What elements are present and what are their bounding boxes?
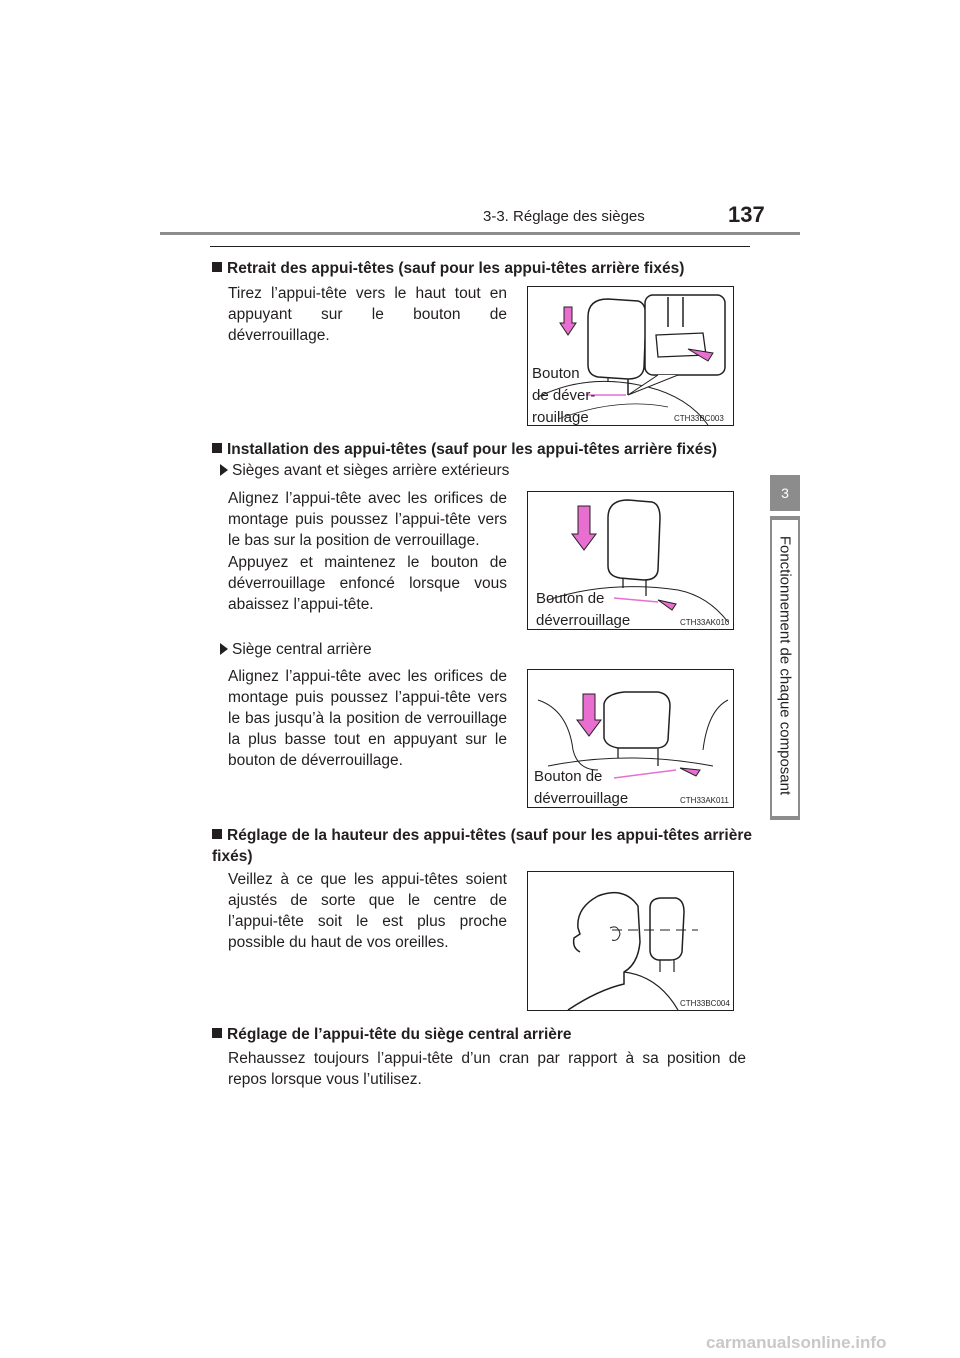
heading-square-icon bbox=[212, 262, 222, 272]
installation-front-text-2: Appuyez et maintenez le bouton de déverrouillage enfoncé lorsque vous abaissez l’appui-tête. bbox=[228, 554, 507, 613]
figure-code: CTH33AK010 bbox=[680, 618, 730, 627]
label-line: déverrouillage bbox=[536, 612, 631, 629]
heading-square-icon bbox=[212, 443, 222, 453]
page-number: 137 bbox=[728, 202, 765, 227]
figure-code: CTH33AK011 bbox=[680, 796, 729, 805]
heading-center-rear bbox=[212, 1024, 752, 1045]
bullet-front-seats bbox=[220, 462, 509, 480]
heading-square-icon bbox=[212, 829, 222, 839]
label-line: de déver- bbox=[532, 387, 596, 404]
heading-installation-text: Installation des appui-têtes (sauf pour les appui-têtes arrière fixés) bbox=[227, 441, 718, 458]
label-line: Bouton bbox=[532, 365, 580, 382]
content-divider bbox=[210, 246, 750, 247]
bullet-rear-center bbox=[220, 641, 372, 659]
figure-installation-front bbox=[527, 491, 734, 630]
height-text: Veillez à ce que les appui-têtes soient ajustés de sorte que le centre de l’appui-tête soit le est plus proche possible du haut de vos oreilles. bbox=[228, 871, 507, 951]
bullet-triangle-icon bbox=[220, 464, 228, 476]
figure-code: CTH33BC003 bbox=[674, 414, 724, 423]
bullet-text: Siège central arrière bbox=[232, 641, 372, 658]
heading-height-text: Réglage de la hauteur des appui-têtes (sauf pour les appui-têtes arrière fixés) bbox=[212, 827, 752, 865]
bullet-text: Sièges avant et sièges arrière extérieurs bbox=[232, 462, 510, 479]
figure-removal-label bbox=[532, 363, 595, 426]
label-line: Bouton de bbox=[534, 768, 603, 785]
figure-removal bbox=[527, 286, 734, 426]
figure-height bbox=[527, 871, 734, 1011]
head-position-illustration bbox=[528, 872, 733, 1010]
chapter-tab: 3 bbox=[770, 475, 800, 511]
heading-removal bbox=[212, 258, 752, 279]
heading-removal-text: Retrait des appui-têtes (sauf pour les appui-têtes arrière fixés) bbox=[227, 260, 685, 277]
figure-center-label bbox=[534, 766, 628, 808]
removal-text: Tirez l’appui-tête vers le haut tout en appuyant sur le bouton de déverrouillage. bbox=[228, 285, 507, 344]
bullet-triangle-icon bbox=[220, 643, 228, 655]
heading-square-icon bbox=[212, 1028, 222, 1038]
header-divider bbox=[160, 232, 800, 235]
heading-center-rear-text: Réglage de l’appui-tête du siège central arrière bbox=[227, 1026, 572, 1043]
installation-front-text: Alignez l’appui-tête avec les orifices de montage puis poussez l’appui-tête vers le bas sur la position de verrouillage. bbox=[228, 490, 507, 549]
center-rear-text: Rehaussez toujours l’appui-tête d’un cran par rapport à sa position de repos lorsque vous l’utilisez. bbox=[228, 1050, 746, 1088]
watermark: carmanualsonline.info bbox=[706, 1333, 887, 1352]
section-title: 3-3. Réglage des sièges bbox=[483, 208, 645, 225]
label-line: rouillage bbox=[532, 409, 589, 426]
figure-front-label bbox=[536, 588, 630, 630]
figure-code: CTH33BC004 bbox=[680, 999, 730, 1008]
chapter-title: Fonctionnement de chaque composant bbox=[776, 535, 794, 796]
heading-height bbox=[212, 825, 752, 867]
heading-installation bbox=[212, 439, 752, 460]
installation-center-text: Alignez l’appui-tête avec les orifices de montage puis poussez l’appui-tête vers le bas jusqu’à la position de verrouillage la plus basse tout en appuyant sur le bouton de déverrouillage. bbox=[228, 668, 507, 769]
label-line: déverrouillage bbox=[534, 790, 629, 807]
label-line: Bouton de bbox=[536, 590, 605, 607]
figure-installation-center bbox=[527, 669, 734, 808]
